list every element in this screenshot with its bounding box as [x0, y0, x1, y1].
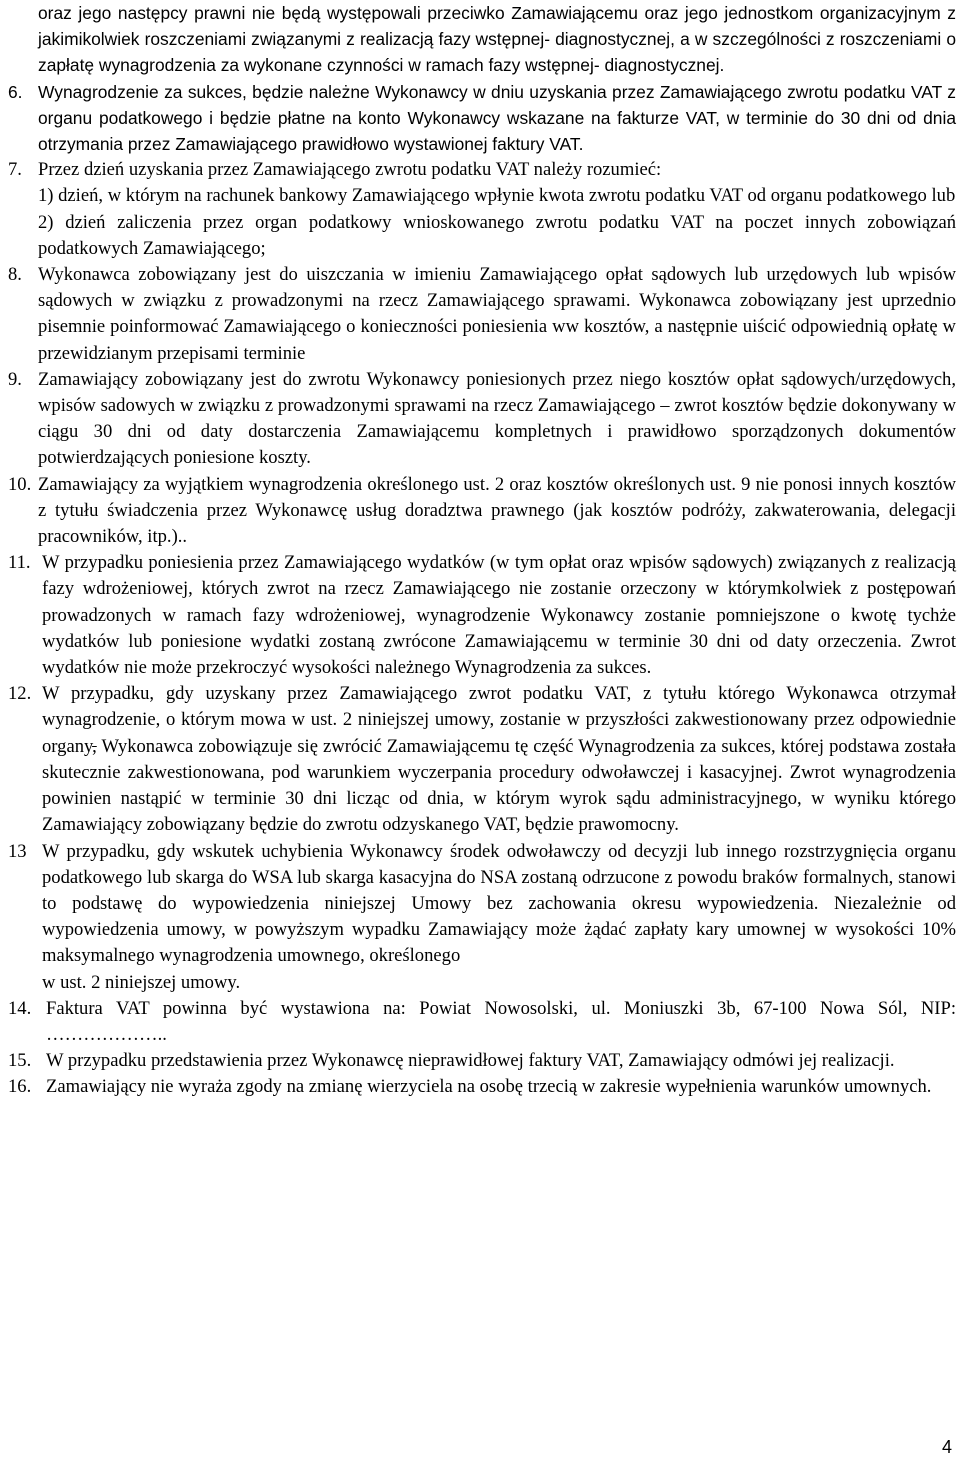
- page-number: 4: [941, 1437, 952, 1457]
- clause-text-part-b: Wykonawca zobowiązuje się zwrócić Zamawiającemu tę część Wynagrodzenia za sukces, której podstawa została skutecznie zakwestionowana, pod warunkiem wyczerpania procedury odwoławczej i kasacyjnej. Zwrot wynagrodzenia powinien nastąpić w terminie 30 dni licząc od dnia, w którym wyrok sądu administracyjnego, w wyniku którego Zamawiający zobowiązany będzie do zwrotu odzyskanego VAT, będzie prawomocny.: [42, 735, 956, 836]
- clause-text: W przypadku przedstawienia przez Wykonawcę nieprawidłowej faktury VAT, Zamawiający odmówi jej realizacji.: [46, 1050, 895, 1072]
- clause-text: Zamawiający zobowiązany jest do zwrotu Wykonawcy poniesionych przez niego kosztów opłat sądowych/urzędowych, wpisów sadowych w związku z prowadzonymi sprawami na rzecz Zamawiającego – zwrot kosztów będzie dokonywany w ciągu 30 dni od daty dostarczenia Zamawiającemu kompletnych i prawidłowo sporządzonych dokumentów potwierdzających poniesione koszty.: [38, 368, 956, 469]
- clause-13: [8, 839, 956, 996]
- clause-text: W przypadku poniesienia przez Zamawiającego wydatków (w tym opłat oraz wpisów sądowych) związanych z realizacją fazy wdrożeniowej, których zwrot na rzecz Zamawiającego nie zostanie orzeczony w którymkolwiek z postępowań prowadzonych w ramach fazy wdrożeniowej, wynagrodzenie Wykonawcy zostanie pomniejszone o kwotę tychże wydatków lub poniesione wydatki zostaną zwrócone Zamawiającemu w terminie 30 dni od daty orzeczenia. Zwrot wydatków nie może przekroczyć wysokości należnego Wynagrodzenia za sukces.: [42, 552, 956, 679]
- clause-15: [8, 1048, 956, 1074]
- clause-text-part-a: W przypadku, gdy uzyskany przez Zamawiającego zwrot podatku VAT, z tytułu którego Wykonawca otrzymał wynagrodzenie, o którym mowa w ust. 2 niniejszej umowy, zostanie w przyszłości zakwestionowany przez odpowiednie organy: [42, 683, 956, 757]
- clause-text: Zamawiający nie wyraża zgody na zmianę wierzyciela na osobę trzecią w zakresie wypełnienia warunków umownych.: [46, 1076, 932, 1098]
- clause-number: 13: [8, 840, 27, 862]
- clause-number: 14.: [8, 997, 32, 1019]
- clause-7-point-2: 2) dzień zaliczenia przez organ podatkowy wnioskowanego zwrotu podatku VAT na poczet innych zobowiązań podatkowych Zamawiającego;: [38, 211, 956, 259]
- document-body: [8, 0, 956, 1101]
- clause-number: 12.: [8, 683, 32, 705]
- clause-text: Faktura VAT powinna być wystawiona na: Powiat Nowosolski, ul. Moniuszki 3b, 67-100 Nowa Sól, NIP: ………………..: [46, 997, 956, 1045]
- clause-text: Wykonawca zobowiązany jest do uiszczania w imieniu Zamawiającego opłat sądowych lub urzędowych lub wpisów sądowych w związku z prowadzonymi na rzecz Zamawiającego sprawami. Wykonawca zobowiązany jest uprzednio pisemnie poinformować Zamawiającego o konieczności poniesienia ww kosztów, a następnie uiścić odpowiednią opłatę w przewidzianym przepisami terminie: [38, 264, 956, 364]
- clause-text-tail: w ust. 2 niniejszej umowy.: [42, 971, 241, 993]
- clause-number: 16.: [8, 1076, 32, 1098]
- clause-text: Przez dzień uzyskania przez Zamawiającego zwrotu podatku VAT należy rozumieć:: [38, 159, 662, 181]
- clause-14: [8, 996, 956, 1048]
- clause-16: [8, 1074, 956, 1100]
- clause-number: 8.: [8, 264, 22, 286]
- clause-text: W przypadku, gdy wskutek uchybienia Wykonawcy środek odwoławczy od decyzji lub innego rozstrzygnięcia organu podatkowego lub skarga do WSA lub skarga kasacyjna do NSA zostaną odrzucone z powodu braków formalnych, stanowi to podstawę do wypowiedzenia niniejszej Umowy bez zachowania okresu wypowiedzenia. Niezależnie od wypowiedzenia umowy, w powyższym wypadku Zamawiający może żądać zapłaty kary umownej w wysokości 10% maksymalnego wynagrodzenia umownego, określonego: [42, 840, 956, 967]
- clause-number: 7.: [8, 159, 22, 181]
- clause-10: [8, 472, 956, 551]
- clause-text: Zamawiający za wyjątkiem wynagrodzenia określonego ust. 2 oraz kosztów określonych ust. 9 nie ponosi innych kosztów z tytułu świadczenia przez Wykonawcę usług doradztwa prawnego (jak kosztów podróży, zakwaterowania, delegacji pracowników, itp.)..: [38, 473, 956, 548]
- clause-6: [8, 79, 956, 158]
- clause-9: [8, 367, 956, 472]
- clause-text: Wynagrodzenie za sukces, będzie należne Wykonawcy w dniu uzyskania przez Zamawiającego zwrotu podatku VAT z organu podatkowego i będzie płatne na konto Wykonawcy wskazane na fakturze VAT, w terminie do 30 dni od dnia otrzymania przez Zamawiającego prawidłowo wystawionej faktury VAT.: [38, 81, 956, 155]
- clause-7-point-1: 1) dzień, w którym na rachunek bankowy Zamawiającego wpłynie kwota zwrotu podatku VAT od organu podatkowego lub: [38, 185, 956, 207]
- clause-number: 11.: [8, 552, 31, 574]
- clause-11: [8, 550, 956, 681]
- clause-number: 10.: [8, 473, 32, 495]
- clause-8: [8, 262, 956, 367]
- clause-number: 15.: [8, 1050, 32, 1072]
- clause-12: [8, 681, 956, 838]
- clause-7: [8, 157, 956, 262]
- clause-number: 6.: [8, 81, 23, 102]
- clause-number: 9.: [8, 368, 22, 390]
- intro-paragraph: oraz jego następcy prawni nie będą występowali przeciwko Zamawiającemu oraz jego jednostkom organizacyjnym z jakimikolwiek roszczeniami związanymi z realizacją fazy wstępnej- diagnostycznej, a w szczególności z roszczeniami o zapłatę wynagrodzenia za wykonane czynności w ramach fazy wstępnej- diagnostycznej.: [38, 3, 956, 76]
- struck-comma: ,: [92, 735, 97, 757]
